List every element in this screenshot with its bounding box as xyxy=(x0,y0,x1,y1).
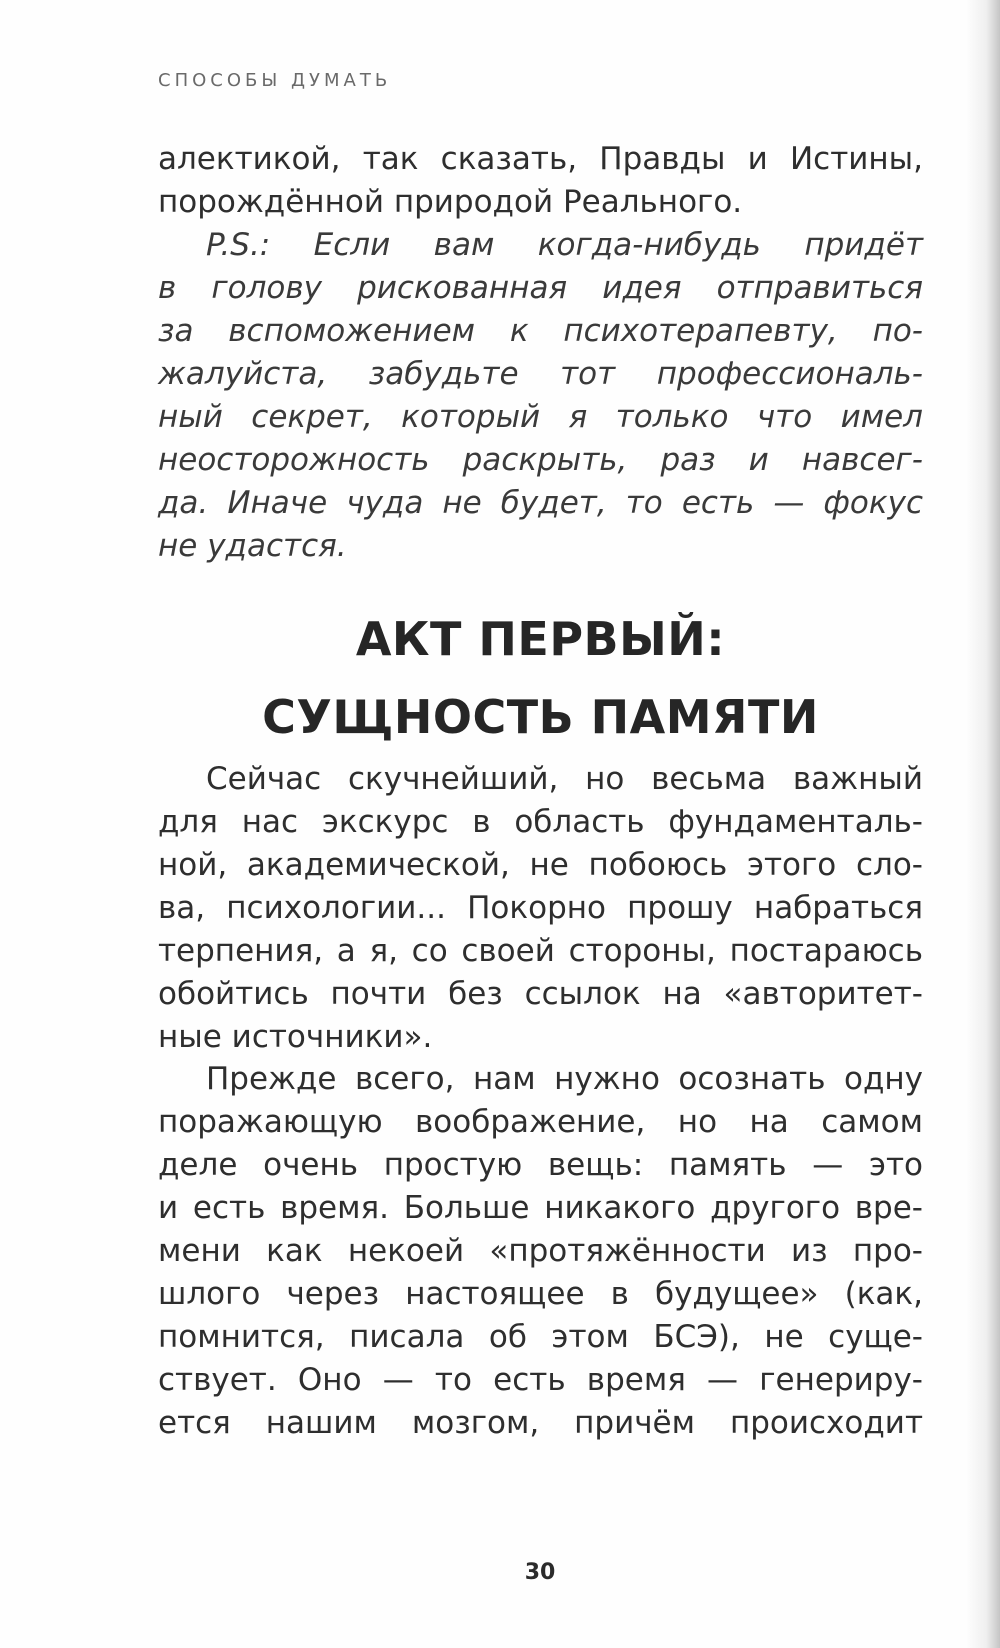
text-line: в голову рискованная идея отправиться xyxy=(158,270,923,306)
text-line: ный секрет, который я только что имел xyxy=(158,399,923,435)
chapter-heading xyxy=(158,600,923,756)
page-number: 30 xyxy=(524,1560,556,1585)
text-line: терпения, а я, со своей стороны, постараюсь xyxy=(158,933,923,969)
running-head: СПОСОБЫ ДУМАТЬ xyxy=(158,70,392,91)
text-line: неосторожность раскрыть, раз и навсег- xyxy=(158,442,923,478)
text-line: поражающую воображение, но на самом xyxy=(158,1104,923,1140)
text-line: P.S.: Если вам когда-нибудь придёт xyxy=(206,227,923,263)
postscript-paragraph xyxy=(158,224,923,568)
text-line: и есть время. Больше никакого другого вре- xyxy=(158,1190,923,1226)
text-line: не удастся. xyxy=(158,528,347,564)
text-line: ется нашим мозгом, причём происходит xyxy=(158,1405,923,1441)
page-edge-shadow xyxy=(966,0,1000,1648)
heading-line-2: СУЩНОСТЬ ПАМЯТИ xyxy=(262,690,819,744)
text-line: порождённой природой Реального. xyxy=(158,184,743,220)
text-line: мени как некоей «протяжённости из про- xyxy=(158,1233,923,1269)
heading-line-1: АКТ ПЕРВЫЙ: xyxy=(355,612,726,666)
text-line: да. Иначе чуда не будет, то есть — фокус xyxy=(158,485,923,521)
text-line: обойтись почти без ссылок на «авторитет- xyxy=(158,976,923,1012)
text-line: помнится, писала об этом БСЭ), не суще- xyxy=(158,1319,923,1355)
paragraph-intro xyxy=(158,138,923,224)
text-line: деле очень простую вещь: память — это xyxy=(158,1147,923,1183)
text-line: шлого через настоящее в будущее» (как, xyxy=(158,1276,923,1312)
text-line: ные источники». xyxy=(158,1019,433,1055)
paragraph-memory-time xyxy=(158,1058,923,1445)
text-line: Прежде всего, нам нужно осознать одну xyxy=(206,1061,923,1097)
text-line: жалуйста, забудьте тот профессиональ- xyxy=(158,356,923,392)
text-line: Сейчас скучнейший, но весьма важный xyxy=(206,761,923,797)
text-line: ствует. Оно — то есть время — генериру- xyxy=(158,1362,923,1398)
text-line: ва, психологии... Покорно прошу набраться xyxy=(158,890,923,926)
text-line: алектикой, так сказать, Правды и Истины, xyxy=(158,141,923,177)
text-line: ной, академической, не побоюсь этого сло- xyxy=(158,847,923,883)
paragraph-excursus xyxy=(158,758,923,1059)
text-line: за вспоможением к психотерапевту, по- xyxy=(158,313,923,349)
text-line: для нас экскурс в область фундаменталь- xyxy=(158,804,923,840)
